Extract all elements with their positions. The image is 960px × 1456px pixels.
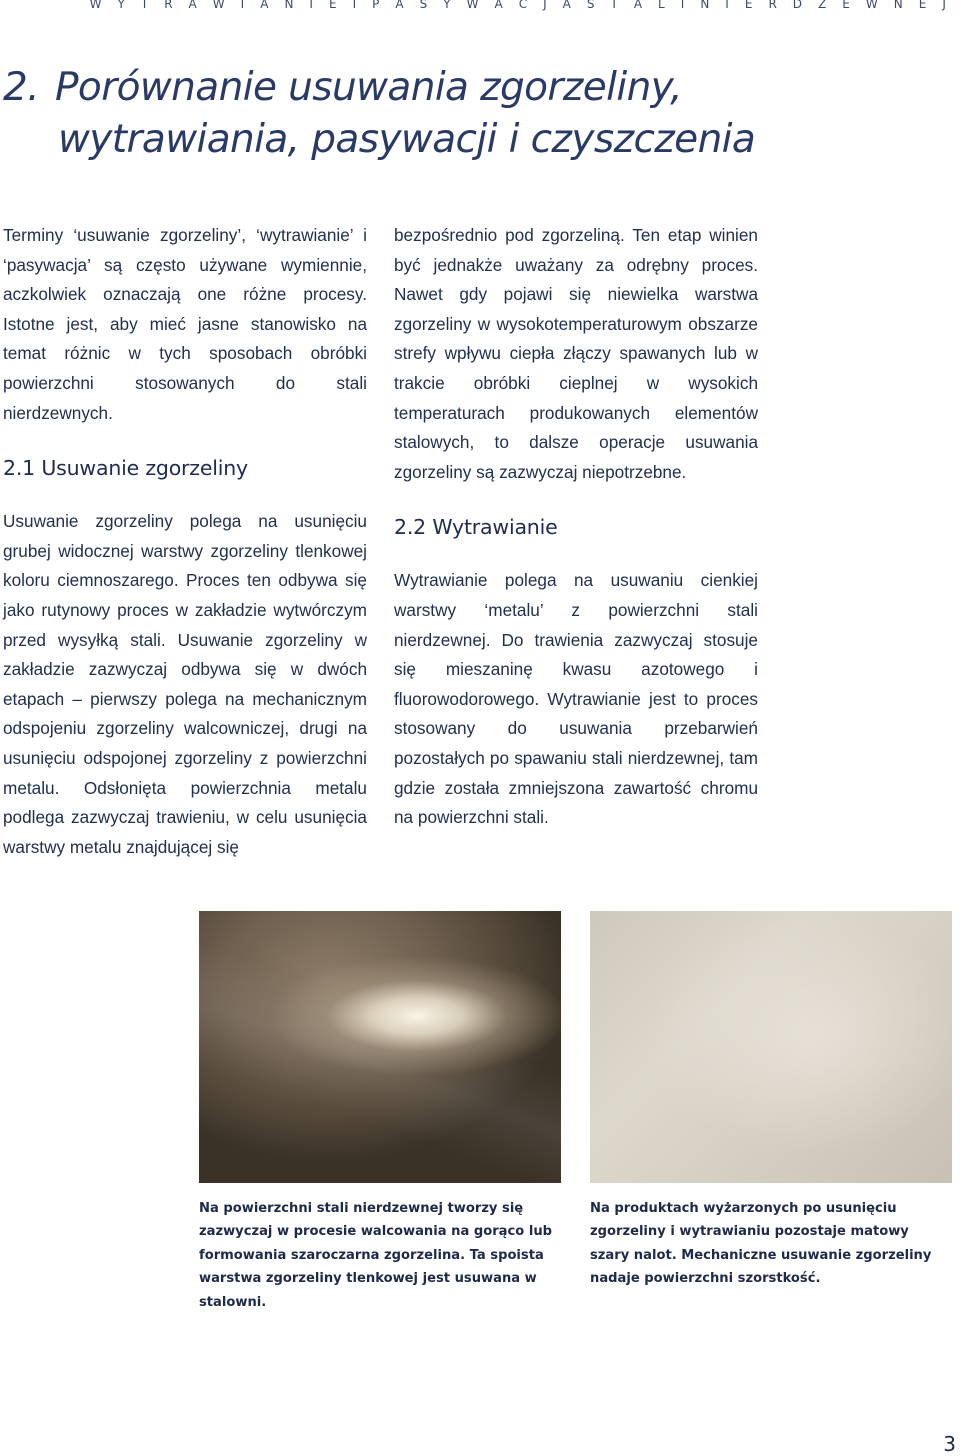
title-line-1-text: Porównanie usuwania zgorzeliny,	[55, 65, 682, 110]
chapter-number: 2.	[3, 65, 40, 110]
title-line-1	[3, 62, 903, 114]
figure-caption-left: Na powierzchni stali nierdzewnej tworzy się zazwyczaj w procesie walcowania na gorąco lub formowania szaroczarna zgorzelina. Ta spoista warstwa zgorzeliny tlenkowej jest usuwana w stalowni.	[199, 1201, 553, 1310]
left-column	[3, 221, 367, 862]
section-2-1-paragraph-part1: Usuwanie zgorzeliny polega na usunięciu grubej widocznej warstwy zgorzeliny tlenkowej koloru ciemnoszarego. Proces ten odbywa się jako rutynowy proces w zakładzie wytwórczym przed wysyłką stali. Usuwanie zgorzeliny w zakładzie zazwyczaj odbywa się w dwóch etapach – pierwszy polega na mechanicznym odspojeniu zgorzeliny walcowniczej, drugi na usunięciu odspojonej zgorzeliny z powierzchni metalu. Odsłonięta powierzchnia metalu podlega zazwyczaj trawieniu, w celu usunięcia warstwy metalu znajdującej się	[3, 511, 367, 857]
title-line-2: wytrawiania, pasywacji i czyszczenia	[58, 117, 756, 162]
intro-paragraph: Terminy ‘usuwanie zgorzeliny’, ‘wytrawianie’ i ‘pasywacja’ są często używane wymiennie, aczkolwiek oznaczają one różne procesy. Istotne jest, aby mieć jasne stanowisko na temat różnic w tych sposobach obróbki powierzchni stosowanych do stali nierdzewnych.	[3, 225, 367, 423]
page-title	[3, 62, 903, 166]
pickled-surface-photo	[590, 911, 952, 1183]
figure-caption-right: Na produktach wyżarzonych po usunięciu zgorzeliny i wytrawianiu pozostaje matowy szary nalot. Mechaniczne usuwanie zgorzeliny nadaje powierzchni szorstkość.	[590, 1201, 932, 1287]
scale-surface-photo	[199, 911, 561, 1183]
section-2-2-paragraph: Wytrawianie polega na usuwaniu cienkiej warstwy ‘metalu’ z powierzchni stali nierdzewnej. Do trawienia zazwyczaj stosuje się mieszaninę kwasu azotowego i fluorowodorowego. Wytrawianie jest to proces stosowany do usuwania przebarwień pozostałych po spawaniu stali nierdzewnej, tam gdzie została zmniejszona zawartość chromu na powierzchni stali.	[394, 570, 758, 828]
section-heading-2-2: 2.2 Wytrawianie	[394, 515, 558, 540]
section-2-1-paragraph-part2: bezpośrednio pod zgorzeliną. Ten etap winien być jednakże uważany za odrębny proces. Nawet gdy pojawi się niewielka warstwa zgorzeliny w wysokotemperaturowym obszarze strefy wpływu ciepła złączy spawanych lub w trakcie obróbki cieplnej w wysokich temperaturach produkowanych elementów stalowych, to dalsze operacje usuwania zgorzeliny są zazwyczaj niepotrzebne.	[394, 225, 758, 482]
page-number: 3	[943, 1432, 956, 1456]
right-column	[394, 221, 758, 833]
running-header: W Y T R A W I A N I E I P A S Y W A C J A S T A L I N I E R D Z E W N E J	[89, 0, 952, 11]
section-heading-2-1: 2.1 Usuwanie zgorzeliny	[3, 456, 248, 481]
